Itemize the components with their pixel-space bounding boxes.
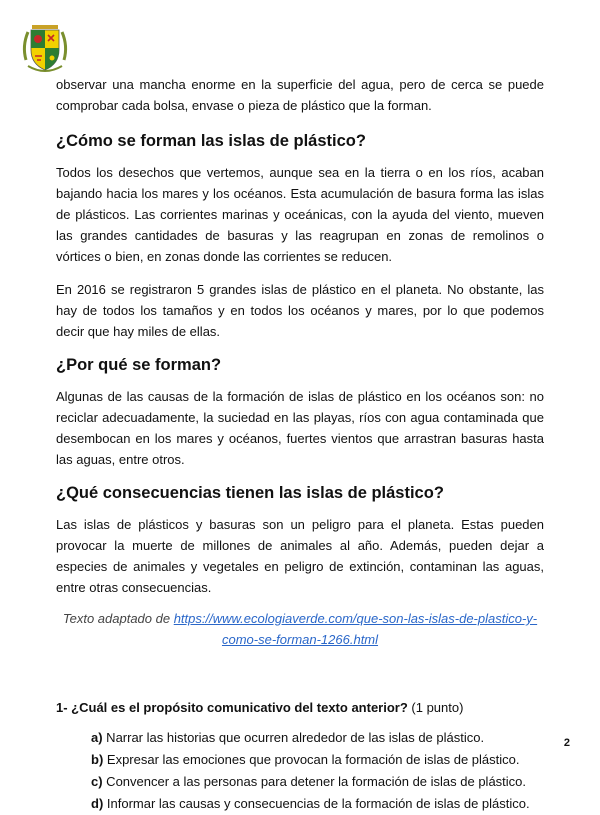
option-text: Expresar las emociones que provocan la formación de islas de plástico. (103, 752, 520, 767)
option-text: Convencer a las personas para detener la formación de islas de plástico. (102, 774, 527, 789)
heading-como-se-forman: ¿Cómo se forman las islas de plástico? (56, 132, 366, 150)
source-prefix: Texto adaptado de (62, 611, 174, 626)
answer-options (91, 727, 544, 815)
question-points: (1 punto) (407, 700, 464, 715)
paragraph-causas: Algunas de las causas de la formación de islas de plástico en los océanos son: no reciclar adecuadamente, la suciedad en las playas, ríos con agua contaminada que desembocan en los mares y océanos, fuertes vientos que arrastran basuras hasta las aguas, entre otros. (56, 389, 544, 467)
option-letter: d) (91, 796, 104, 811)
option-a[interactable] (91, 727, 544, 749)
source-link[interactable]: https://www.ecologiaverde.com/que-son-las-islas-de-plastico-y-como-se-forman-1266.html (173, 611, 538, 647)
paragraph-2016: En 2016 se registraron 5 grandes islas de plástico en el planeta. No obstante, las hay de todos los tamaños y en todos los océanos y mares, por lo que podemos decir que hay miles de ellas. (56, 282, 544, 339)
page-number: 2 (563, 737, 570, 749)
document-body (56, 74, 544, 815)
option-text: Narrar las historias que ocurren alrededor de las islas de plástico. (102, 730, 485, 745)
source-citation (56, 608, 544, 650)
option-letter: b) (91, 752, 104, 767)
paragraph-desechos: Todos los desechos que vertemos, aunque sea en la tierra o en los ríos, acaban bajando hacia los mares y los océanos. Esta acumulación de basura forma las islas de plásticos. Las corrientes marinas y oceánicas, con la ayuda del viento, mueven las grandes cantidades de basuras y las reagrupan en zonas de remolinos o vórtices o bien, en zonas donde las corrientes se reducen. (56, 165, 544, 264)
option-text: Informar las causas y consecuencias de la formación de islas de plástico. (103, 796, 530, 811)
option-letter: a) (91, 730, 103, 745)
paragraph-consecuencias: Las islas de plásticos y basuras son un peligro para el planeta. Estas pueden provocar la muerte de millones de animales al año. Además, pueden dejar a especies de animales y vegetales en peligro de extinción, contaminan las aguas, entre otras consecuencias. (56, 517, 544, 595)
heading-consecuencias: ¿Qué consecuencias tienen las islas de plástico? (56, 484, 444, 502)
school-crest-logo (20, 20, 70, 76)
option-d[interactable] (91, 793, 544, 815)
heading-por-que: ¿Por qué se forman? (56, 356, 222, 374)
paragraph-intro: observar una mancha enorme en la superficie del agua, pero de cerca se puede comprobar cada bolsa, envase o pieza de plástico que la forman. (56, 77, 544, 113)
question-1 (56, 697, 544, 718)
option-c[interactable] (91, 771, 544, 793)
option-b[interactable] (91, 749, 544, 771)
question-text: 1- ¿Cuál es el propósito comunicativo del texto anterior? (56, 700, 408, 715)
option-letter: c) (91, 774, 103, 789)
